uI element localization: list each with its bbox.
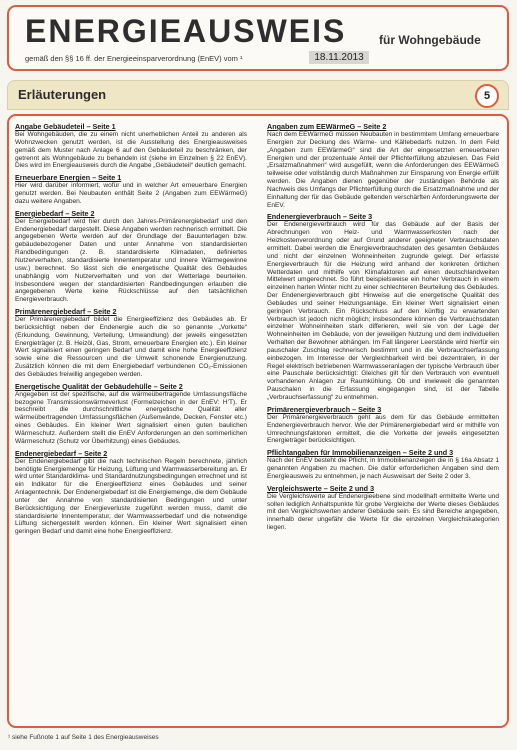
explanation-heading: Pflichtangaben für Immobilienanzeigen – Seite 2 und 3 [267,448,454,458]
explanation-text: Bei Wohngebäuden, die zu einem nicht unerheblichen Anteil zu anderen als Wohnzwecken genutzt werden, ist die Ausstellung des Energieausweises gemäß dem Muster nach Anlage 6 auf den Gebäudeteil zu beschränken, der getrennt als Wohngebäude zu behandeln ist (siehe im Einzelnen § 22 EnEV). Dies wird im Energieausweis durch die Angabe „Gebäudeteil“ deutlich gemacht. [15,131,247,170]
explanation-heading: Vergleichswerte – Seite 2 und 3 [267,483,375,493]
explanation-text: Der Endenergieverbrauch wird für das Gebäude auf der Basis der Abrechnungen von Heiz- und Warmwasserkosten nach der Heizkostenverordnung oder auf Grund anderer geeigneter Verbrauchsdaten ermittelt. Dabei werden die Energieverbrauchsdaten des gesamten Gebäudes und nicht der einzelnen Wohneinheiten zugrunde gelegt. Der erfasste Energieverbrauch für die Heizung wird anhand der konkreten örtlichen Wetterdaten und mithilfe von Klimafaktoren auf einen deutschlandweiten Mittelwert umgerechnet. So führt beispielsweise ein hoher Verbrauch in einem einzelnen harten Winter nicht zu einer schlechteren Beurteilung des Gebäudes. Der Endenergieverbrauch gibt Hinweise auf die energetische Qualität des Gebäudes und seiner Heizungsanlage. Ein kleiner Wert signalisiert einen geringen Verbrauch. Ein Rückschluss auf den künftig zu erwartenden Verbrauch ist jedoch nicht möglich; insbesondere können die Verbrauchsdaten einzelner Wohneinheiten stark differieren, weil sie von der Lage der Wohneinheiten im Gebäude, von der jeweiligen Nutzung und dem individuellen Verhalten der Bewohner abhängen. Im Fall längerer Leerstände wird hierfür ein pauschaler Zuschlag rechnerisch bestimmt und in die Verbrauchserfassung einbezogen. Im Interesse der Vergleichbarkeit wird bei dezentralen, in der Regel elektrisch betriebenen Warmwasseranlagen der typische Verbrauch über eine Pauschale berücksichtigt: Gleiches gilt für den Verbrauch von eventuell vorhandenen Anlagen zur Raumkühlung. Ob und inwieweit die genannten Pauschalen in die Erfassung eingegangen sind, ist der Tabelle „Verbrauchserfassung“ zu entnehmen. [267,221,499,401]
explanation-block [15,307,247,379]
explanation-text: Angegeben ist der spezifische, auf die wärmeübertragende Umfassungsfläche bezogene Transmissionswärmeverlust (Formelzeichen in der EnEV: H’T). Er beschreibt die durchschnittliche energetische Qualität aller wärmeübertragenden Umfassungsflächen (Außenwände, Decken, Fenster etc.) eines Gebäudes. Ein kleiner Wert signalisiert einen guten baulichen Wärmeschutz. Außerdem stellt die EnEV Anforderungen an den sommerlichen Wärmeschutz (Schutz vor Überhitzung) eines Gebäudes. [15,390,247,445]
section-title: Erläuterungen [18,87,107,102]
explanation-heading: Energetische Qualität der Gebäudehülle – Seite 2 [15,381,183,391]
left-column [15,122,247,722]
explanation-text: Der Endenergiebedarf gibt die nach technischen Regeln berechnete, jährlich benötigte Energiemenge für Heizung, Lüftung und Warmwasserbereitung an. Er wird unter Standardklima- und Standardnutzungsbedingungen errechnet und ist ein Indikator für die Energieeffizienz eines Gebäudes und seiner Anlagentechnik. Der Endenergiebedarf ist die Energiemenge, die dem Gebäude unter der Annahme von standardisierten Bedingungen und unter Berücksichtigung der Energieverluste zugeführt werden muss, damit die standardisierte Innentemperatur, der Warmwasserbedarf und die notwendige Lüftung sichergestellt werden können. Ein kleiner Wert signalisiert einen geringen Bedarf und damit eine hohe Energieeffizienz. [15,457,247,536]
explanation-heading: Primärenergiebedarf – Seite 2 [15,307,117,317]
explanation-text: Nach der EnEV besteht die Pflicht, in Immobilienanzeigen die in § 16a Absatz 1 genannten Angaben zu machen. Die dafür erforderlichen Angaben sind dem Energieausweis zu entnehmen, je nach Ausweisart der Seite 2 oder 3. [267,457,499,480]
explanation-text: Der Primärenergieverbrauch geht aus dem für das Gebäude ermittelten Endenergieverbrauch hervor. Wie der Primärenergiebedarf wird er mithilfe von Umrechnungsfaktoren ermittelt, die die Vorkette der jeweils eingesetzten Energieträger berücksichtigen. [267,413,499,445]
page-number-badge: 5 [475,84,499,108]
document-title-suffix: für Wohngebäude [379,33,481,47]
explanation-text: Der Energiebedarf wird hier durch den Jahres-Primärenergiebedarf und den Endenergiebedarf dargestellt. Diese Angaben werden rechnerisch ermittelt. Die angegebenen Werte werden auf der Grundlage der Bauunterlagen bzw. gebäudebezogener Daten und unter Annahme von standardisierten Randbedingungen (z. B. standardisierte Klimadaten, definiertes Nutzerverhalten, standardisierte Innentemperatur und innere Wärmegewinne usw.) berechnet. So lässt sich die energetische Qualität des Gebäudes unabhängig vom Nutzerverhalten und von der Wetterlage beurteilen. Insbesondere wegen der standardisierten Randbedingungen erlauben die angegebenen Werte keine Rückschlüsse auf den tatsächlichen Energieverbrauch. [15,217,247,304]
explanation-text: Der Primärenergiebedarf bildet die Energieeffizienz des Gebäudes ab. Er berücksichtigt neben der Endenergie auch die so genannte „Vorkette“ (Erkundung, Gewinnung, Verteilung, Umwandlung) der jeweils eingesetzten Energieträger (z. B. Heizöl, Gas, Strom, erneuerbare Energien etc.). Ein kleiner Wert signalisiert einen geringen Bedarf und damit eine hohe Energieeffizienz sowie eine die Ressourcen und die Umwelt schonende Energienutzung. Zusätzlich können die mit dem Energiebedarf verbundenen CO₂-Emissionen des Gebäudes freiwillig angegeben werden. [15,316,247,378]
date-field: 18.11.2013 [309,51,369,64]
explanation-heading: Erneuerbare Energien – Seite 1 [15,173,122,183]
footnote: ¹ siehe Fußnote 1 auf Seite 1 des Energieausweises [8,734,159,741]
explanation-block [267,212,499,401]
document-title: ENERGIEAUSWEIS [25,13,347,49]
right-column [267,122,499,722]
explanation-text: Die Vergleichswerte auf Endenergieebene sind modellhaft ermittelte Werte und sollen lediglich Anhaltspunkte für grobe Vergleiche der Werte dieses Gebäudes mit den Vergleichswerten anderer Gebäude sein. Es sind Bereiche angegeben, innerhalb derer ungefähr die Werte für die einzelnen Vergleichskategorien liegen. [267,492,499,532]
explanation-block [15,122,247,170]
explanation-heading: Primärenergieverbrauch – Seite 3 [267,404,382,414]
explanation-block [267,448,499,481]
legal-basis-subtitle: gemäß den §§ 16 ff. der Energieeinsparverordnung (EnEV) vom ¹ [25,54,243,63]
explanation-block [15,173,247,206]
section-header [7,80,509,110]
explanation-block [15,209,247,304]
explanation-block [15,382,247,446]
explanation-text: Hier wird darüber informiert, wofür und in welcher Art erneuerbare Energien genutzt werden. Bei Neubauten enthält Seite 2 (Angaben zum EEWärmeG) dazu weitere Angaben. [15,182,247,205]
explanation-heading: Endenergieverbrauch – Seite 3 [267,212,373,222]
explanation-heading: Angaben zum EEWärmeG – Seite 2 [267,122,387,131]
explanation-block [267,122,499,209]
explanation-block [267,484,499,532]
explanation-block [267,405,499,445]
explanations-box [7,114,509,728]
header-box [7,5,509,71]
explanation-heading: Endenergiebedarf – Seite 2 [15,448,108,458]
explanation-text: Nach dem EEWärmeG müssen Neubauten in bestimmtem Umfang erneuerbare Energien zur Deckung des Wärme- und Kältebedarfs nutzen. In dem Feld „Angaben zum EEWärmeG“ sind die Art der eingesetzten erneuerbaren Energien und der prozentuale Anteil der Pflichterfüllung abzulesen. Das Feld „Ersatzmaßnahmen“ wird ausgefüllt, wenn die Anforderungen des EEWärmeG teilweise oder vollständig durch Maßnahmen zur Einsparung von Energie erfüllt werden. Die Angaben dienen gegenüber der zuständigen Behörde als Nachweis des Umfangs der Pflichterfüllung durch die Ersatzmaßnahme und der Einhaltung der für das Gebäude geltenden verschärften Anforderungswerte der EnEV. [267,131,499,209]
explanation-heading: Energiebedarf – Seite 2 [15,208,95,218]
explanation-block [15,449,247,536]
explanation-heading: Angabe Gebäudeteil – Seite 1 [15,122,116,131]
